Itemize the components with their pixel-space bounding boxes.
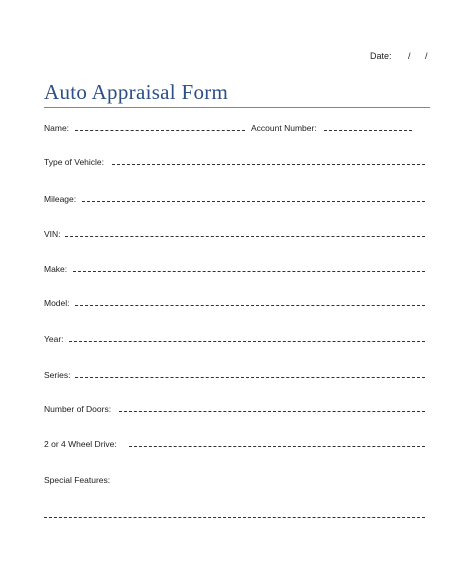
vin-field[interactable] [65, 236, 425, 237]
make-field[interactable] [73, 271, 425, 272]
name-label: Name: [44, 123, 70, 133]
mileage-field[interactable] [82, 201, 425, 202]
wheel-drive-field[interactable] [129, 446, 425, 447]
account-number-label: Account Number: [251, 123, 317, 133]
wheel-drive-label: 2 or 4 Wheel Drive: [44, 439, 117, 449]
year-label: Year: [44, 334, 64, 344]
model-field[interactable] [75, 305, 425, 306]
number-of-doors-field[interactable] [119, 411, 425, 412]
form-title: Auto Appraisal Form [44, 80, 229, 104]
special-features-field[interactable] [44, 517, 425, 518]
title-divider [44, 107, 430, 108]
type-of-vehicle-label: Type of Vehicle: [44, 157, 105, 167]
name-field[interactable] [75, 130, 245, 131]
vin-label: VIN: [44, 229, 61, 239]
date-separator: / [408, 51, 411, 61]
series-field[interactable] [75, 377, 425, 378]
year-field[interactable] [69, 341, 425, 342]
series-label: Series: [44, 370, 71, 380]
date-label: Date: [370, 51, 392, 61]
special-features-label: Special Features: [44, 475, 111, 485]
mileage-label: Mileage: [44, 194, 77, 204]
date-separator: / [425, 51, 428, 61]
make-label: Make: [44, 264, 68, 274]
number-of-doors-label: Number of Doors: [44, 404, 112, 414]
account-number-field[interactable] [324, 130, 412, 131]
model-label: Model: [44, 298, 70, 308]
type-of-vehicle-field[interactable] [112, 164, 425, 165]
